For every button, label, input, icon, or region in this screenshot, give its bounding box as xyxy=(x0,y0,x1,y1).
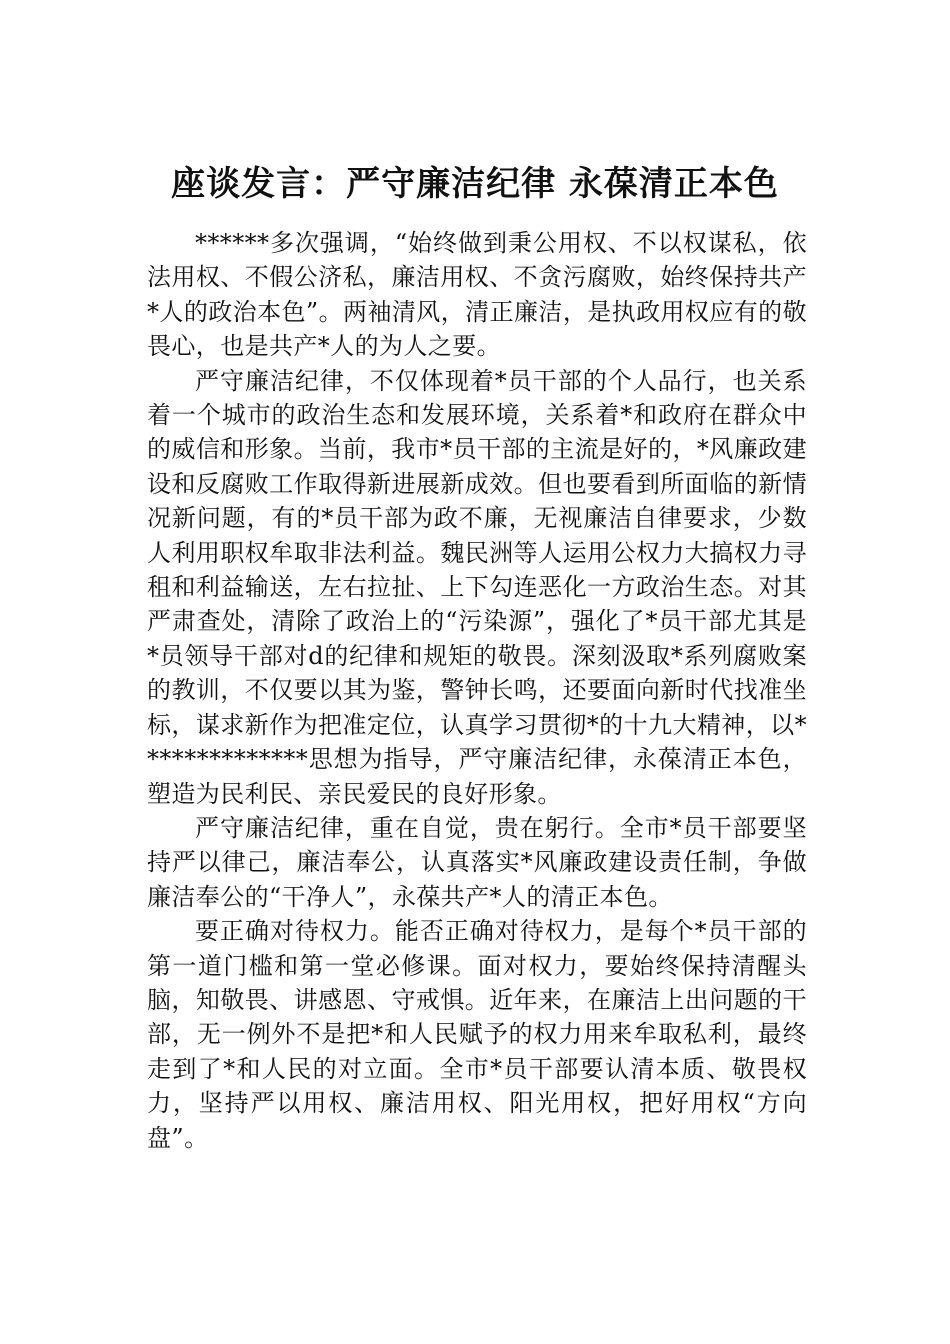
document-title: 座谈发言：严守廉洁纪律 永葆清正本色 xyxy=(171,164,779,204)
document-body xyxy=(147,226,807,1155)
paragraph-1: ******多次强调，“始终做到秉公用权、不以权谋私，依法用权、不假公济私，廉洁用权、不贪污腐败，始终保持共产*人的政治本色”。两袖清风，清正廉洁，是执政用权应有的敬畏心，也是共产*人的为人之要。 xyxy=(147,229,807,361)
paragraph-4: 要正确对待权力。能否正确对待权力，是每个*员干部的第一道门槛和第一堂必修课。面对权力，要始终保持清醒头脑，知敬畏、讲感恩、守戒惧。近年来，在廉洁上出问题的干部，无一例外不是把*和人民赋予的权力用来牟取私利，最终走到了*和人民的对立面。全市*员干部要认清本质、敬畏权力，坚持严以用权、廉洁用权、阳光用权，把好用权“方向盘”。 xyxy=(147,917,807,1152)
paragraph-3: 严守廉洁纪律，重在自觉，贵在躬行。全市*员干部要坚持严以律己，廉洁奉公，认真落实*风廉政建设责任制，争做廉洁奉公的“干净人”，永葆共产*人的清正本色。 xyxy=(147,813,807,911)
paragraph-2: 严守廉洁纪律，不仅体现着*员干部的个人品行，也关系着一个城市的政治生态和发展环境，关系着*和政府在群众中的威信和形象。当前，我市*员干部的主流是好的，*风廉政建设和反腐败工作取得新进展新成效。但也要看到所面临的新情况新问题，有的*员干部为政不廉，无视廉洁自律要求，少数人利用职权牟取非法利益。魏民洲等人运用公权力大搞权力寻租和利益输送，左右拉扯、上下勾连恶化一方政治生态。对其严肃查处，清除了政治上的“污染源”，强化了*员干部尤其是*员领导干部对d的纪律和规矩的敬畏。深刻汲取*系列腐败案的教训，不仅要以其为鉴，警钟长鸣，还要面向新时代找准坐标，谋求新作为把准定位，认真学习贯彻*的十九大精神，以**************思想为指导，严守廉洁纪律，永葆清正本色，塑造为民利民、亲民爱民的良好形象。 xyxy=(147,366,807,808)
